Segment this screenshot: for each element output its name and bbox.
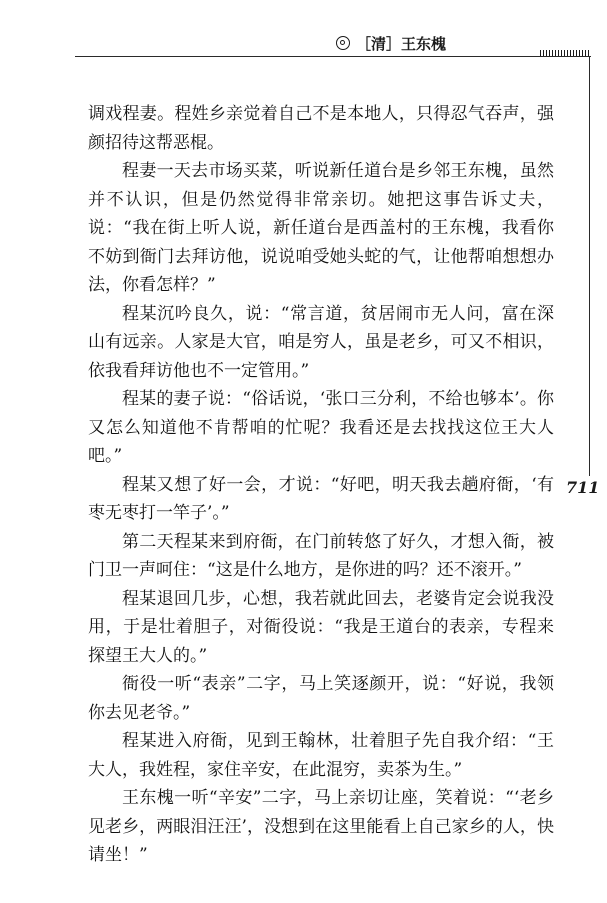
header-rule: [75, 56, 591, 57]
page-number: 711: [566, 478, 600, 497]
paragraph: 程妻一天去市场买菜，听说新任道台是乡邻王东槐，虽然并不认识，但是仍然觉得非常亲切。她把这事告诉丈夫，说：“我在街上听人说，新任道台是西盖村的王东槐，我看你不妨到衙门去拜访他，说说咱受她头蛇的气，让他帮咱想想办法，你看怎样？”: [88, 161, 554, 295]
circle-ornament-icon: [336, 36, 350, 50]
paragraph: 程某又想了好一会，才说：“好吧，明天我去趟府衙，‘有枣无枣打一竿子’。”: [88, 474, 554, 523]
side-rule: [589, 56, 590, 476]
body-text: [88, 100, 554, 870]
paragraph: 程某沉吟良久，说：“常言道，贫居闹市无人问，富在深山有远亲。人家是大官，咱是穷人，虽是老乡，可又不相识，依我看拜访他也不一定管用。”: [88, 303, 554, 381]
header-title: ［清］王东槐: [356, 34, 447, 53]
paragraph: 王东槐一听“辛安”二字，马上亲切让座，笑着说：“‘老乡见老乡，两眼泪汪汪’，没想到在这里能看上自己家乡的人，快请坐！”: [88, 788, 554, 865]
paragraph: 程某退回几步，心想，我若就此回去，老婆肯定会说我没用，于是壮着胆子，对衙役说：“我是王道台的表亲，专程来探望王大人的。”: [88, 588, 554, 666]
paragraph: 第二天程某来到府衙，在门前转悠了好久，才想入衙，被门卫一声呵住：“这是什么地方，是你进的吗？还不滚开。”: [88, 531, 554, 580]
paragraph: 程某进入府衙，见到王翰林，壮着胆子先自我介绍：“王大人，我姓程，家住辛安，在此混穷，卖茶为生。”: [88, 731, 554, 780]
paragraph: 衙役一听“表亲”二字，马上笑逐颜开，说：“好说，我领你去见老爷。”: [88, 674, 554, 723]
paragraph: 程某的妻子说：“俗话说，‘张口三分利，不给也够本’。你又怎么知道他不肯帮咱的忙呢？我看还是去找找这位王大人吧。”: [88, 389, 554, 466]
paragraph: 调戏程妻。程姓乡亲觉着自己不是本地人，只得忍气吞声，强颜招待这帮恶棍。: [88, 104, 554, 153]
header-rule-tab: [540, 50, 591, 56]
running-header: [336, 31, 486, 55]
